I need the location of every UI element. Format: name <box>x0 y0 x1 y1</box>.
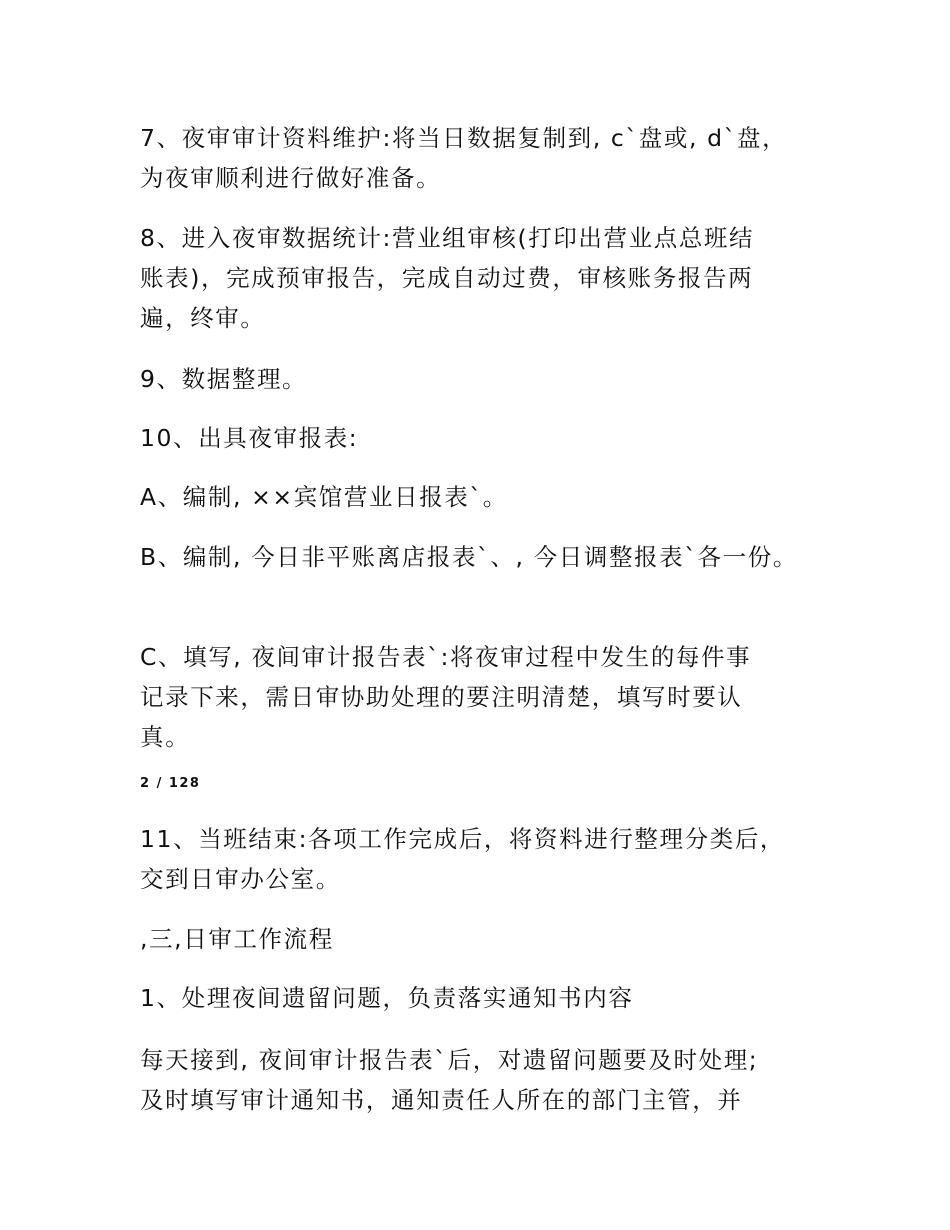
section-heading <box>140 919 840 959</box>
text-line: 及时填写审计通知书，通知责任人所在的部门主管，并 <box>140 1086 743 1114</box>
text-line: B、编制, 今日非平账离店报表`、, 今日调整报表`各一份。 <box>140 543 799 571</box>
text-line: C、填写, 夜间审计报告表`:将夜审过程中发生的每件事 <box>140 643 752 671</box>
paragraph-item-8 <box>140 218 840 338</box>
paragraph-body <box>140 1040 840 1120</box>
text-line: A、编制, ××宾馆营业日报表`。 <box>140 483 508 511</box>
paragraph-item-9 <box>140 359 840 399</box>
text-line: 账表)，完成预审报告，完成自动过费，审核账务报告两 <box>140 264 754 292</box>
text-line: 8、进入夜审数据统计:营业组审核(打印出营业点总班结 <box>140 224 755 252</box>
paragraph-item-1 <box>140 978 840 1018</box>
paragraph-item-a <box>140 477 840 517</box>
text-line: 10、出具夜审报表: <box>140 424 359 452</box>
text-line: 真。 <box>140 723 191 751</box>
text-line: ,三,日审工作流程 <box>140 925 334 953</box>
text-line: 7、夜审审计资料维护:将当日数据复制到, c`盘或, d`盘， <box>140 124 788 152</box>
text-line: 9、数据整理。 <box>140 365 308 393</box>
paragraph-item-c <box>140 637 840 757</box>
paragraph-item-b <box>140 537 840 577</box>
paragraph-item-10 <box>140 418 840 458</box>
text-line: 11、当班结束:各项工作完成后，将资料进行整理分类后， <box>140 825 786 853</box>
text-line: 记录下来，需日审协助处理的要注明清楚，填写时要认 <box>140 683 743 711</box>
paragraph-item-11 <box>140 819 840 899</box>
text-line: 遍，终审。 <box>140 304 266 332</box>
paragraph-item-7 <box>140 118 840 198</box>
text-line: 1、处理夜间遗留问题，负责落实通知书内容 <box>140 984 634 1012</box>
page-number: 2 / 128 <box>140 776 201 791</box>
text-line: 为夜审顺利进行做好准备。 <box>140 164 442 192</box>
text-line: 交到日审办公室。 <box>140 865 341 893</box>
text-line: 每天接到, 夜间审计报告表`后，对遗留问题要及时处理; <box>140 1046 759 1074</box>
